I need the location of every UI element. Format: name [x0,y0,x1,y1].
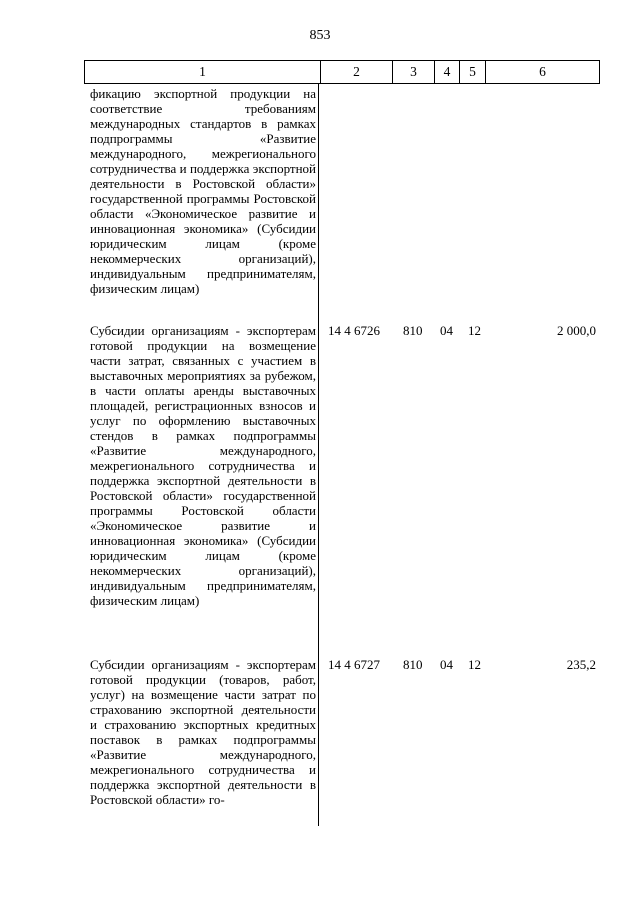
row-subsection: 12 [468,657,481,672]
header-col-6: 6 [485,61,599,83]
row-section: 04 [440,323,453,338]
row-description: Субсидии организациям - экспортерам готовой продукции (товаров, работ, услуг) на возмещение части затрат по страхованию экспортной деятельности и страхованию экспортных кредитных поставок в рамках подпрограммы «Развитие международного, межрегионального сотрудничества и поддержка экспортной деятельности в Ростовской области» го- [90,657,316,807]
row-expense-type: 810 [403,657,423,672]
header-col-5: 5 [459,61,485,83]
row-amount: 235,2 [566,657,596,672]
row-code: 14 4 6726 [328,323,380,338]
header-col-4: 4 [434,61,459,83]
row-amount: 2 000,0 [557,323,596,338]
row-description: Субсидии организациям - экспортерам готовой продукции на возмещение части затрат, связанных с участием в выставочных мероприятиях за рубежом, в части оплаты аренды выставочных площадей, регистрационных взносов и услуг по оформлению выставочных стендов в рамках подпрограммы «Развитие международного, межрегионального сотрудничества и поддержка экспортной деятельности в Ростовской области» государственной программы Ростовской области «Экономическое развитие и инновационная экономика» (Субсидии юридическим лицам (кроме некоммерческих организаций), индивидуальным предпринимателям, физическим лицам) [90,323,316,608]
row-subsection: 12 [468,323,481,338]
column-divider [318,84,319,826]
row-section: 04 [440,657,453,672]
row-description: фикацию экспортной продукции на соответствие требованиям международных стандартов в рамках подпрограммы «Развитие международного, межрегионального сотрудничества и поддержка экспортной деятельности в Ростовской области» государственной программы Ростовской области «Экономическое развитие и инновационная экономика» (Субсидии юридическим лицам (кроме некоммерческих организаций), индивидуальным предпринимателям, физическим лицам) [90,86,316,296]
header-col-1: 1 [199,64,206,79]
table-header [84,60,600,84]
row-expense-type: 810 [403,323,423,338]
header-col-2: 2 [320,61,392,83]
page-number: 853 [309,28,331,43]
header-col-3: 3 [392,61,434,83]
row-code: 14 4 6727 [328,657,380,672]
